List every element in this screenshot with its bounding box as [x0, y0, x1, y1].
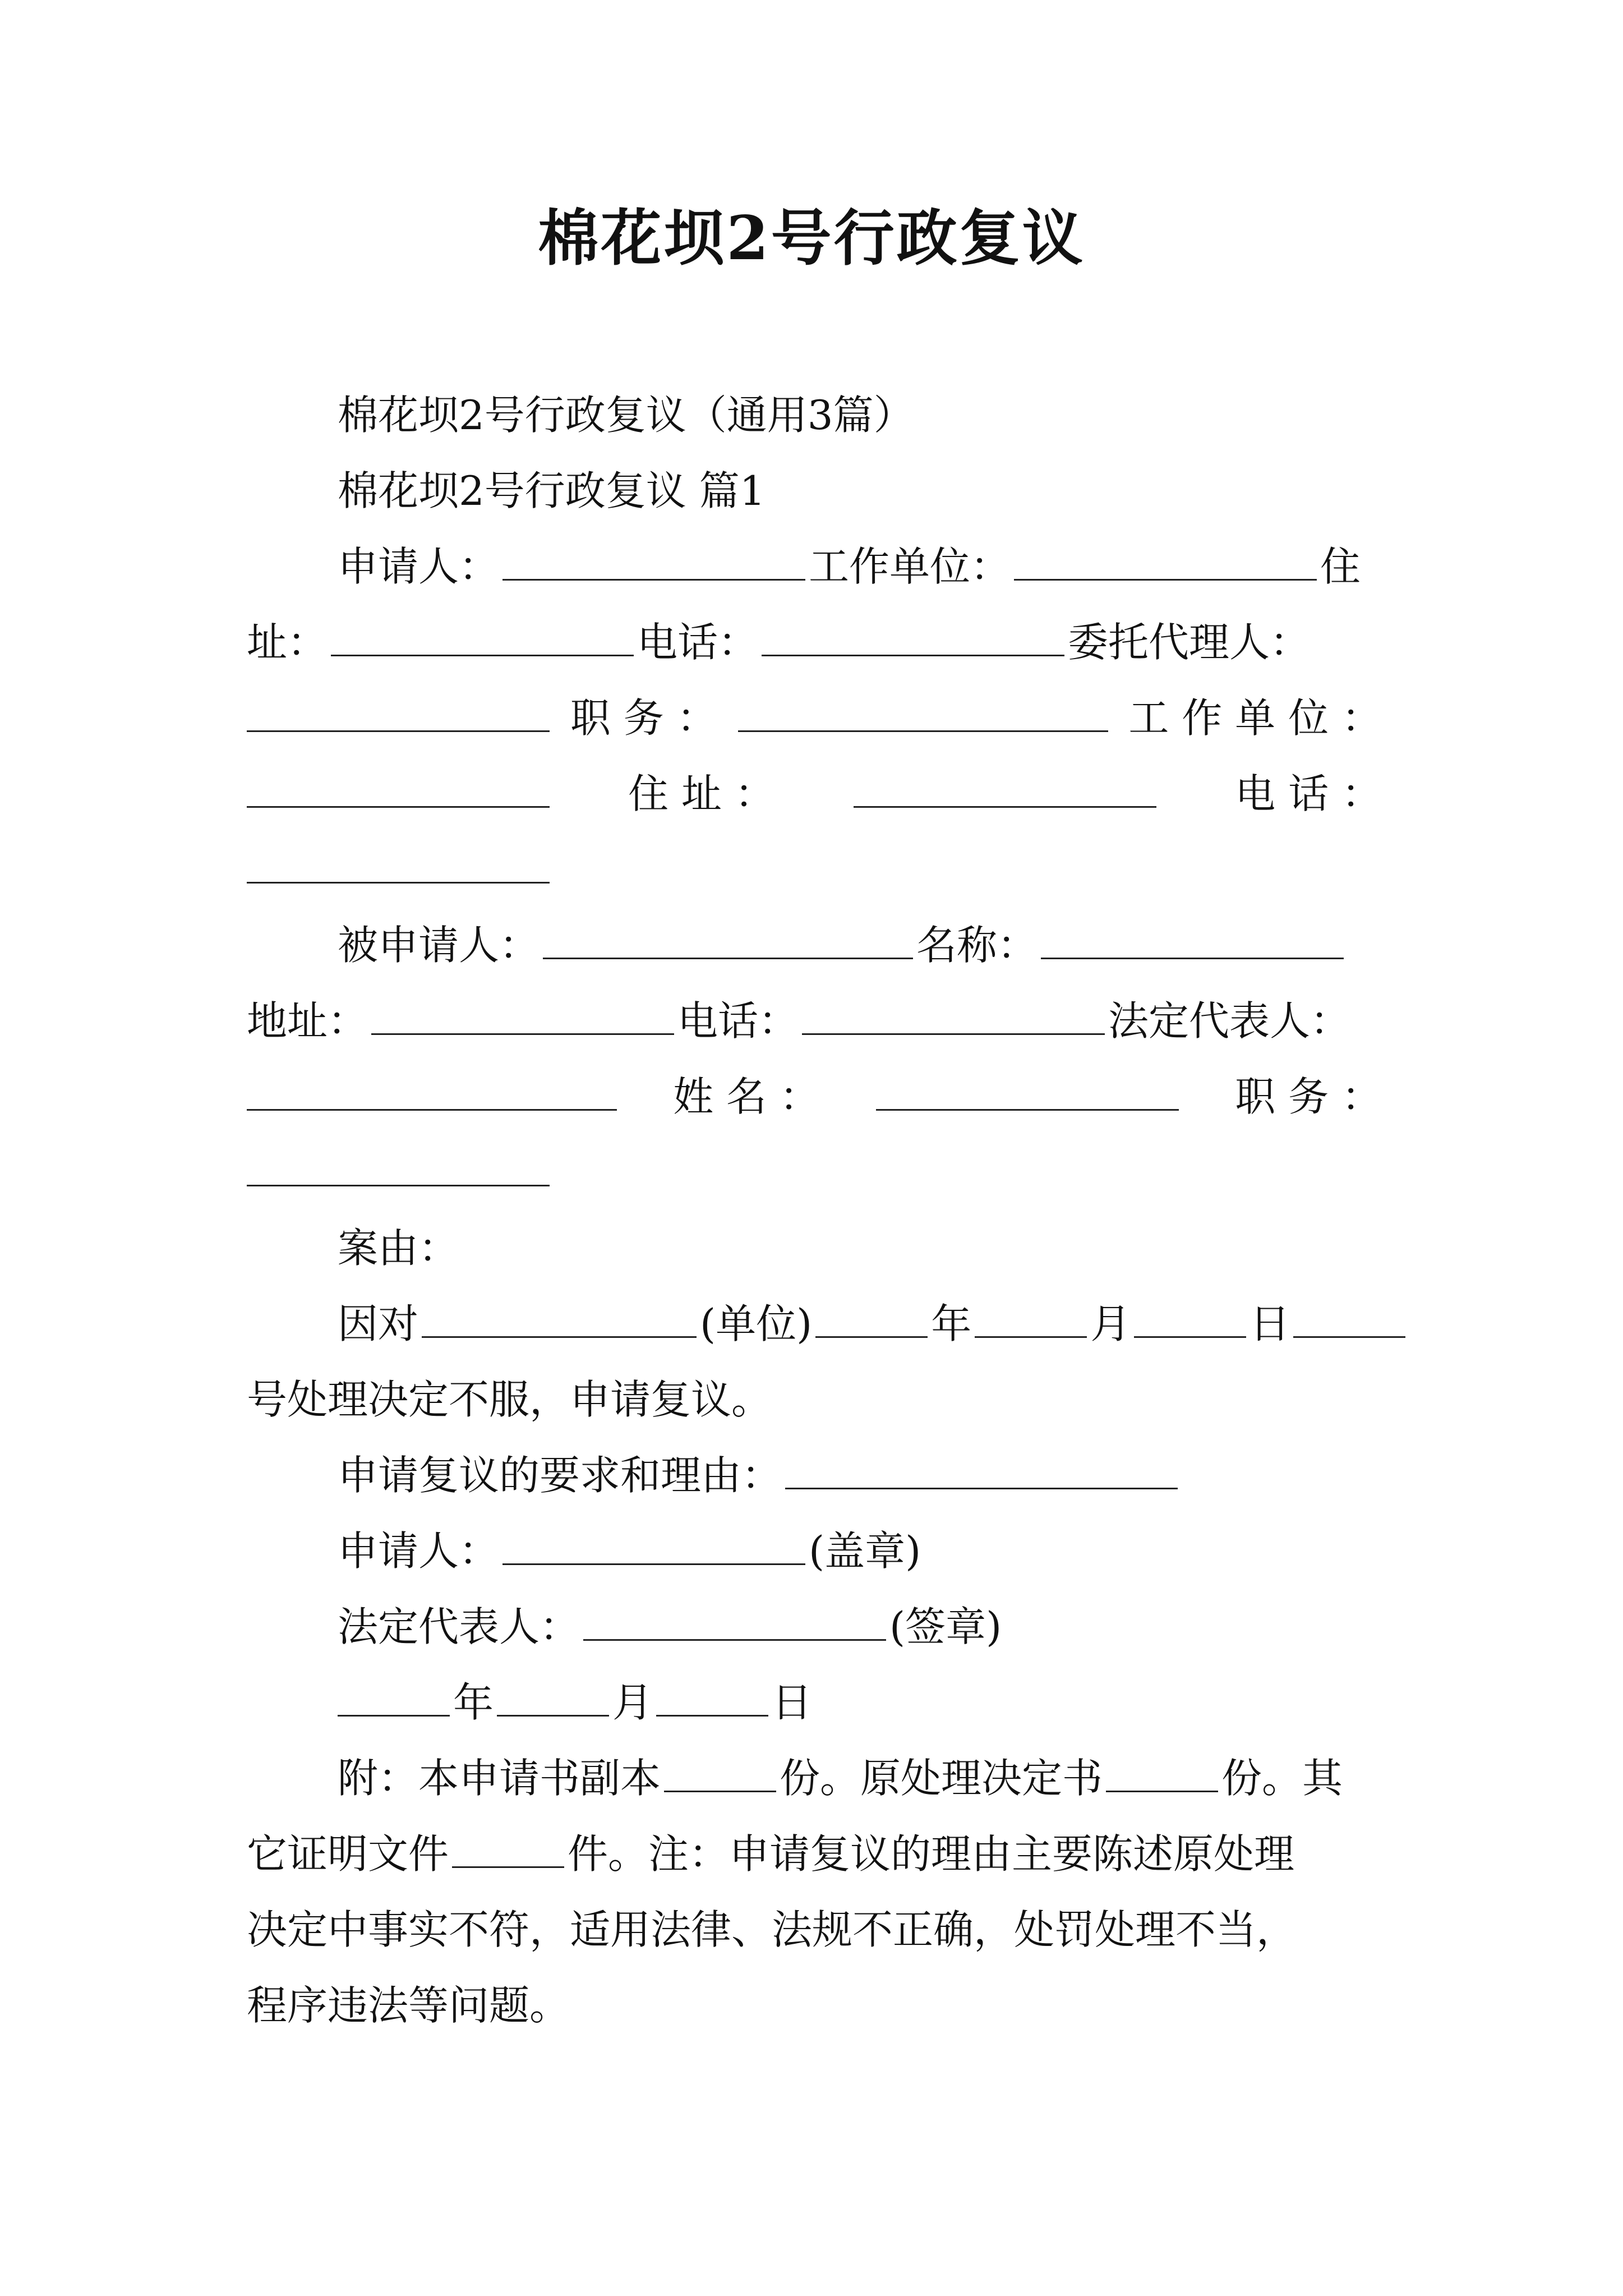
day-blank[interactable] — [1134, 1332, 1246, 1338]
appendix-line-1 — [338, 1750, 1343, 1806]
work-unit-blank[interactable] — [1014, 574, 1317, 581]
applicant-sign-blank[interactable] — [502, 1559, 805, 1565]
respondent-position-blank[interactable] — [247, 1180, 550, 1186]
date-day-blank[interactable] — [656, 1710, 768, 1717]
respondent-position-label: 职 务 ： — [1235, 1073, 1382, 1120]
appendix-note-text: 件。注：申请复议的理由主要陈述原处理 — [568, 1830, 1295, 1878]
applicant-line-4 — [247, 766, 1382, 822]
case-line-1 — [338, 1296, 1409, 1352]
date-day-text: 日 — [772, 1679, 813, 1726]
agent-work-unit-label: 工 作 单 位 ： — [1128, 694, 1382, 742]
legal-rep-sign-blank[interactable] — [583, 1635, 886, 1641]
requests-line — [338, 1447, 1181, 1503]
month-blank[interactable] — [975, 1332, 1087, 1338]
applicant-line-3 — [247, 690, 1382, 746]
legal-rep-sign-label: 法定代表人： — [338, 1603, 580, 1650]
appendix-line-3: 决定中事实不符，适用法律、法规不正确，处罚处理不当， — [247, 1906, 1297, 1953]
agent-position-label: 职 务 ： — [570, 694, 717, 742]
applicant-line-1 — [338, 539, 1361, 595]
respondent-address-blank[interactable] — [371, 1029, 674, 1035]
applicant-label: 申请人： — [338, 543, 500, 590]
subtitle: 棉花坝2号行政复议（通用3篇） — [338, 392, 914, 439]
number-blank[interactable] — [1293, 1332, 1405, 1338]
address-label-suffix: 址： — [247, 619, 328, 666]
respondent-address-label: 地址： — [247, 997, 368, 1045]
appendix-original-text: 份。原处理决定书 — [780, 1755, 1103, 1802]
appendix-other-text: 份。其 — [1221, 1755, 1343, 1802]
agent-blank[interactable] — [247, 726, 550, 732]
applicant-blank[interactable] — [502, 574, 805, 581]
organization-blank[interactable] — [422, 1332, 697, 1338]
date-month-text: 月 — [612, 1679, 653, 1726]
appendix-evidence-text: 它证明文件 — [247, 1830, 449, 1878]
respondent-name-blank[interactable] — [1041, 953, 1344, 959]
work-unit-label: 工作单位： — [809, 543, 1011, 590]
respondent-person-name-blank[interactable] — [876, 1105, 1179, 1111]
year-text: 年 — [931, 1300, 972, 1347]
seal-text: (盖章) — [809, 1527, 921, 1575]
respondent-phone-blank[interactable] — [802, 1029, 1105, 1035]
appendix-line-2 — [247, 1826, 1294, 1882]
year-blank[interactable] — [815, 1332, 928, 1338]
requests-blank[interactable] — [785, 1483, 1178, 1489]
phone-blank[interactable] — [762, 650, 1064, 656]
agent-label: 委托代理人： — [1068, 619, 1311, 666]
appendix-line-4: 程序违法等问题。 — [247, 1982, 570, 2029]
respondent-legal-rep-label: 法定代表人： — [1108, 997, 1351, 1045]
original-copies-blank[interactable] — [1106, 1786, 1218, 1792]
part-heading: 棉花坝2号行政复议 篇1 — [338, 467, 766, 514]
agent-address-blank[interactable] — [854, 802, 1156, 808]
requests-label: 申请复议的要求和理由： — [338, 1452, 782, 1499]
agent-phone-label: 电 话 ： — [1235, 770, 1382, 817]
respondent-blank[interactable] — [543, 953, 913, 959]
respondent-phone-label: 电话： — [677, 997, 799, 1045]
agent-work-unit-blank[interactable] — [247, 802, 550, 808]
date-year-blank[interactable] — [338, 1710, 450, 1717]
applicant-line-5 — [247, 841, 550, 898]
agent-position-blank[interactable] — [738, 726, 1108, 732]
document-title: 棉花坝2号行政复议 — [538, 203, 1085, 274]
respondent-line-1 — [338, 917, 1347, 973]
applicant-sign-label: 申请人： — [338, 1527, 500, 1575]
decision-line: 号处理决定不服，申请复议。 — [247, 1376, 772, 1423]
agent-address-label: 住 址 ： — [628, 770, 775, 817]
because-of-text: 因对 — [338, 1300, 419, 1347]
address-blank[interactable] — [331, 650, 634, 656]
date-month-blank[interactable] — [497, 1710, 609, 1717]
day-text: 日 — [1249, 1300, 1290, 1347]
case-reason-label: 案由： — [338, 1225, 459, 1272]
legal-rep-sign-line — [338, 1599, 1002, 1655]
respondent-line-2 — [247, 993, 1350, 1049]
date-line — [338, 1674, 812, 1731]
respondent-line-3 — [247, 1069, 1382, 1125]
date-year-text: 年 — [453, 1679, 494, 1726]
applicant-line-2 — [247, 614, 1310, 670]
address-label-prefix: 住 — [1320, 543, 1361, 590]
respondent-line-4 — [247, 1144, 550, 1200]
agent-phone-blank[interactable] — [247, 877, 550, 884]
respondent-person-name-label: 姓 名 ： — [673, 1073, 820, 1120]
signature-text: (签章) — [889, 1603, 1002, 1650]
evidence-blank[interactable] — [452, 1862, 564, 1868]
respondent-name-label: 名称： — [916, 922, 1038, 969]
phone-label: 电话： — [637, 619, 759, 666]
respondent-label: 被申请人： — [338, 922, 540, 969]
month-text: 月 — [1090, 1300, 1131, 1347]
appendix-copies-text: 附：本申请书副本 — [338, 1755, 661, 1802]
respondent-legal-rep-blank[interactable] — [247, 1105, 617, 1111]
copies-blank[interactable] — [664, 1786, 776, 1792]
unit-text: (单位) — [700, 1300, 813, 1347]
applicant-sign-line — [338, 1523, 921, 1579]
